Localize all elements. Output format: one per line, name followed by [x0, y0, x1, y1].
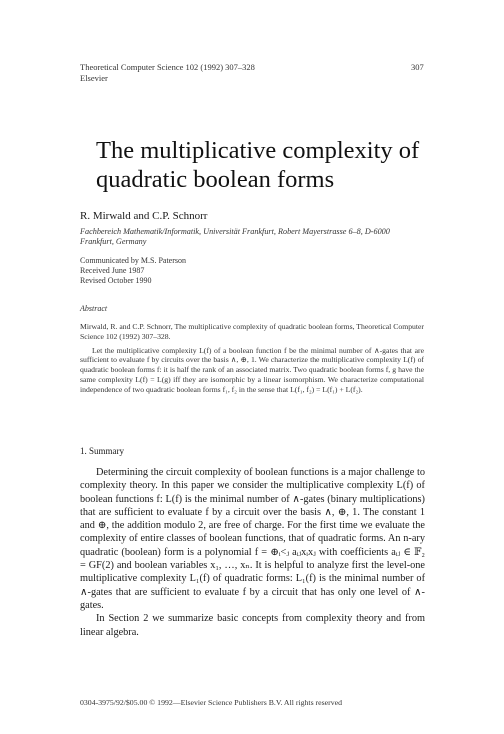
section-body — [80, 466, 425, 639]
abstract — [80, 322, 424, 399]
abstract-heading: Abstract — [80, 304, 108, 313]
affiliation: Fachbereich Mathematik/Informatik, Universität Frankfurt, Robert Mayerstrasse 6–8, D-6000 Frankfurt, Germany — [80, 227, 390, 246]
abstract-body: Let the multiplicative complexity L(f) of a boolean function f be the minimal number of ∧-gates that are sufficient to evaluate f by circuits over the basis ∧, ⊕, 1. We characterize the multiplicative complexity L(f) of quadratic boolean forms f: it is half the rank of an associated matrix. Two quadratic boolean forms f, g have the same complexity L(f) = L(g) iff they are isomorphic by a linear isomorphism. We characterize computational independence of two quadratic boolean forms f₁, f₂ in the sense that L(f₁, f₂) = L(f₁) + L(f₂). — [80, 345, 424, 394]
publisher-name: Elsevier — [80, 73, 108, 83]
copyright-footer: 0304-3975/92/$05.00 © 1992—Elsevier Science Publishers B.V. All rights reserved — [80, 698, 342, 707]
submission-info — [80, 256, 380, 285]
received-date: Received June 1987 — [80, 265, 145, 275]
paper-title: The multiplicative complexity of quadratic boolean forms — [96, 137, 420, 193]
authors: R. Mirwald and C.P. Schnorr — [80, 210, 208, 222]
abstract-citation: Mirwald, R. and C.P. Schnorr, The multiplicative complexity of quadratic boolean forms, Theoretical Computer Science 102 (1992) 307–328. — [80, 322, 424, 341]
paragraph: Determining the circuit complexity of boolean functions is a major challenge to complexity theory. In this paper we consider the multiplicative complexity L(f) of boolean functions f: L(f) is the minimal number of ∧-gates (binary multiplications) that are sufficient to evaluate f by a circuit over the basis ∧, ⊕, 1. The constant 1 and ⊕, the addition modulo 2, are free of charge. For the first time we evaluate the complexity of entire classes of boolean functions, that of quadratic forms. An n-ary quadratic (boolean) form is a polynomial f = ⊕ᵢ<ⱼ aᵢⱼxᵢxⱼ with coefficients aᵢⱼ ∈ 𝔽₂ = GF(2) and boolean variables x₁, …, xₙ. It is helpful to analyze first the level-one multiplicative complexity L₁(f) of quadratic forms: L₁(f) is the minimal number of ∧-gates that are sufficient to evaluate f by a circuit that has only one level of ∧-gates. — [80, 467, 425, 611]
communicated-by: Communicated by M.S. Paterson — [80, 256, 186, 265]
journal-header — [80, 62, 255, 84]
section-heading: 1. Summary — [80, 446, 124, 456]
paragraph: In Section 2 we summarize basic concepts from complexity theory and from linear algebra. — [80, 613, 425, 638]
journal-citation: Theoretical Computer Science 102 (1992) 307–328 — [80, 62, 255, 72]
page-number: 307 — [411, 62, 424, 72]
revised-date: Revised October 1990 — [80, 275, 152, 285]
